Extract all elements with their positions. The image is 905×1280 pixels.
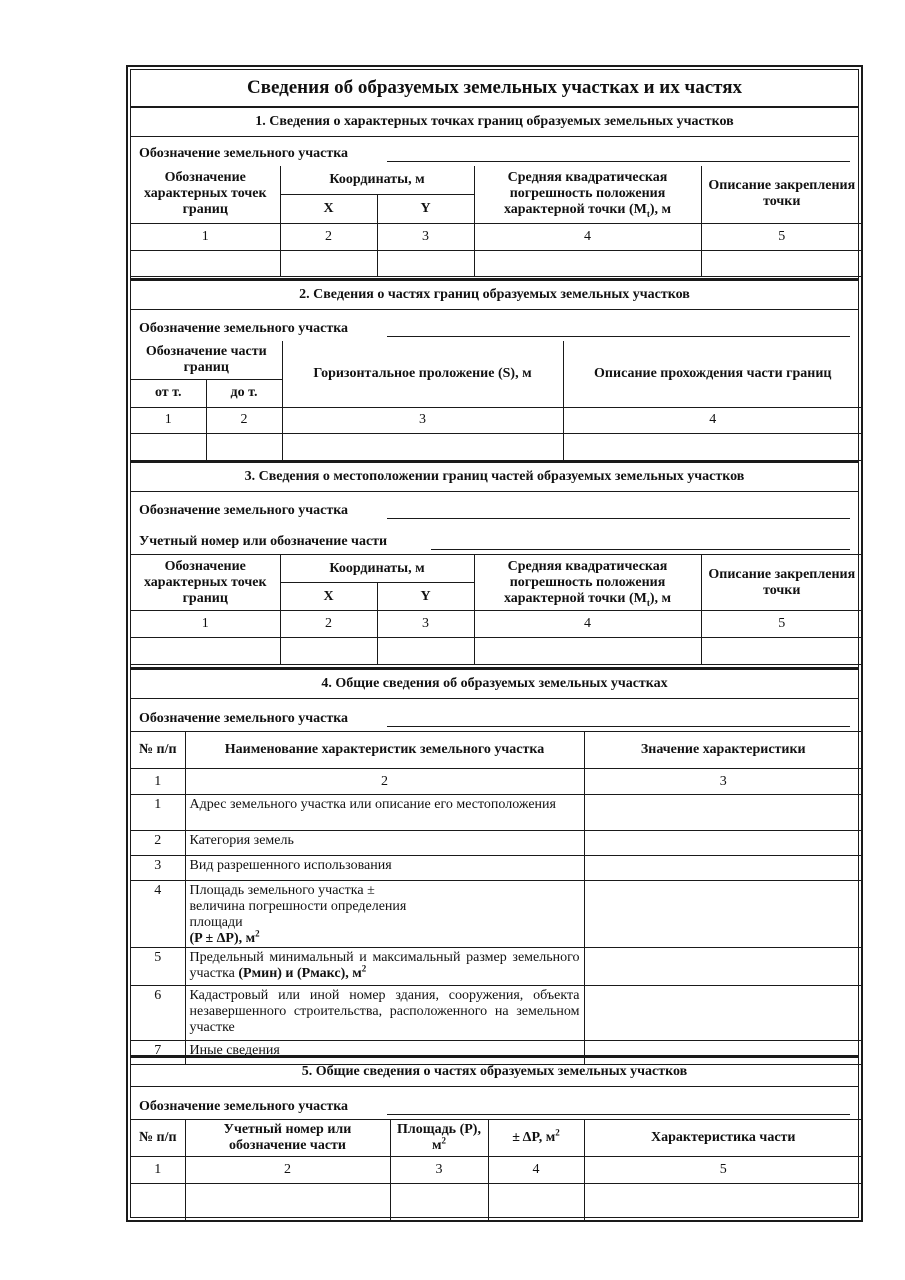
header-points: Обозначение характерных точек границ [131, 555, 280, 611]
plot-label: Обозначение земельного участка [139, 711, 349, 726]
section-1-table [131, 166, 862, 277]
section-2-plot-field [131, 309, 858, 341]
column-number: 1 [131, 223, 280, 250]
column-number: 5 [701, 223, 862, 250]
empty-cell[interactable] [206, 433, 282, 460]
header-y: Y [377, 583, 474, 611]
plot-label: Обозначение земельного участка [139, 1099, 349, 1114]
empty-cell[interactable] [474, 638, 701, 665]
characteristic-name: Вид разрешенного использования [185, 856, 584, 881]
form-frame [126, 65, 863, 1222]
column-number: 4 [474, 223, 701, 250]
characteristic-name: Предельный минимальный и максимальный размер земельного участка (Рмин) и (Рмакс), $м^2$ [185, 948, 584, 986]
row-number: 7 [131, 1041, 185, 1065]
empty-cell[interactable] [131, 433, 206, 460]
column-number: 1 [131, 611, 280, 638]
characteristic-name: Категория земель [185, 831, 584, 856]
header-x: X [280, 583, 377, 611]
column-number: 5 [584, 1157, 862, 1184]
section-2-table [131, 341, 862, 461]
characteristic-value[interactable] [584, 881, 862, 948]
characteristic-name: Площадь земельного участка ± величина погрешности определения площади (P ± ΔP), $м^2$ [185, 881, 584, 948]
empty-cell[interactable] [701, 638, 862, 665]
characteristic-value[interactable] [584, 948, 862, 986]
column-number: 3 [377, 223, 474, 250]
header-area-error: ± ΔP, $м^2$ [488, 1120, 584, 1157]
characteristic-value[interactable] [584, 986, 862, 1041]
section-5-plot-field [131, 1086, 858, 1119]
row-number: 5 [131, 948, 185, 986]
plot-input-line[interactable] [387, 726, 850, 727]
header-characteristic-value: Значение характеристики [584, 732, 862, 769]
empty-cell[interactable] [563, 433, 862, 460]
row-number: 3 [131, 856, 185, 881]
empty-cell[interactable] [131, 638, 280, 665]
characteristic-value[interactable] [584, 831, 862, 856]
characteristic-name: Кадастровый или иной номер здания, сооружения, объекта незавершенного строительства, расположенного на земельном участке [185, 986, 584, 1041]
empty-cell[interactable] [474, 250, 701, 276]
column-number: 3 [282, 407, 563, 433]
column-number: 1 [131, 1157, 185, 1184]
empty-cell[interactable] [377, 638, 474, 665]
section-5-title: 5. Общие сведения о частях образуемых земельных участков [301, 1064, 688, 1079]
header-passage-description: Описание прохождения части границ [563, 341, 862, 407]
empty-cell[interactable] [701, 250, 862, 276]
header-to: до т. [206, 379, 282, 407]
column-number: 3 [377, 611, 474, 638]
header-boundary-parts: Обозначение части границ [131, 341, 282, 379]
empty-cell[interactable] [282, 433, 563, 460]
column-number: 3 [584, 769, 862, 795]
empty-cell[interactable] [390, 1184, 488, 1222]
column-number: 2 [185, 1157, 390, 1184]
header-x: X [280, 194, 377, 223]
column-number: 3 [390, 1157, 488, 1184]
column-number: 1 [131, 769, 185, 795]
plot-label: Обозначение земельного участка [139, 146, 349, 161]
section-3-title: 3. Сведения о местоположении границ частей образуемых земельных участков [244, 469, 745, 484]
empty-cell[interactable] [185, 1184, 390, 1222]
header-characteristic-name: Наименование характеристик земельного участка [185, 732, 584, 769]
empty-cell[interactable] [131, 1184, 185, 1222]
section-3-plot-field [131, 491, 858, 523]
section-3-part-field [131, 523, 858, 554]
header-number: № п/п [131, 732, 185, 769]
empty-cell[interactable] [131, 250, 280, 276]
page-title: Сведения об образуемых земельных участках и их частях [131, 70, 858, 108]
section-1-title: 1. Сведения о характерных точках границ образуемых земельных участков [255, 114, 734, 129]
section-3-table [131, 554, 862, 665]
plot-input-line[interactable] [387, 161, 850, 162]
header-coordinates: Координаты, м [280, 555, 474, 583]
row-number: 2 [131, 831, 185, 856]
section-4-plot-field [131, 698, 858, 731]
header-horizontal: Горизонтальное проложение (S), м [282, 341, 563, 407]
plot-label: Обозначение земельного участка [139, 321, 349, 336]
plot-input-line[interactable] [387, 518, 850, 519]
header-description: Описание закрепления точки [701, 555, 862, 611]
empty-cell[interactable] [377, 250, 474, 276]
header-coordinates: Координаты, м [280, 166, 474, 194]
row-number: 4 [131, 881, 185, 948]
column-number: 4 [474, 611, 701, 638]
empty-cell[interactable] [584, 1184, 862, 1222]
header-description: Описание закрепления точки [701, 166, 862, 223]
column-number: 2 [280, 223, 377, 250]
empty-cell[interactable] [280, 250, 377, 276]
header-part-number: Учетный номер или обозначение части [185, 1120, 390, 1157]
column-number: 4 [563, 407, 862, 433]
form-inner [130, 69, 859, 1218]
part-input-line[interactable] [431, 549, 850, 550]
plot-input-line[interactable] [387, 336, 850, 337]
characteristic-name: Иные сведения [185, 1041, 584, 1065]
column-number: 5 [701, 611, 862, 638]
header-number: № п/п [131, 1120, 185, 1157]
row-number: 1 [131, 795, 185, 831]
header-from: от т. [131, 379, 206, 407]
column-number: 2 [206, 407, 282, 433]
header-area: Площадь (P), $м^2$ [390, 1120, 488, 1157]
characteristic-value[interactable] [584, 795, 862, 831]
column-number: 1 [131, 407, 206, 433]
column-number: 2 [185, 769, 584, 795]
plot-label: Обозначение земельного участка [139, 503, 349, 518]
section-2-title: 2. Сведения о частях границ образуемых земельных участков [299, 287, 690, 302]
empty-cell[interactable] [488, 1184, 584, 1222]
column-number: 2 [280, 611, 377, 638]
header-points: Обозначение характерных точек границ [131, 166, 280, 223]
plot-input-line[interactable] [387, 1114, 850, 1115]
section-4-table [131, 731, 862, 1065]
header-part-characteristic: Характеристика части [584, 1120, 862, 1157]
header-error: Средняя квадратическая погрешность положения характерной точки $(M_t)$, м [474, 166, 701, 223]
header-error: Средняя квадратическая погрешность положения характерной точки $(M_t)$, м [474, 555, 701, 611]
characteristic-name: Адрес земельного участка или описание его местоположения [185, 795, 584, 831]
part-label: Учетный номер или обозначение части [139, 534, 388, 549]
empty-cell[interactable] [280, 638, 377, 665]
characteristic-value[interactable] [584, 856, 862, 881]
section-4-title: 4. Общие сведения об образуемых земельных участках [321, 676, 668, 691]
header-y: Y [377, 194, 474, 223]
section-5-table [131, 1119, 862, 1222]
section-1-plot-field [131, 136, 858, 166]
column-number: 4 [488, 1157, 584, 1184]
row-number: 6 [131, 986, 185, 1041]
